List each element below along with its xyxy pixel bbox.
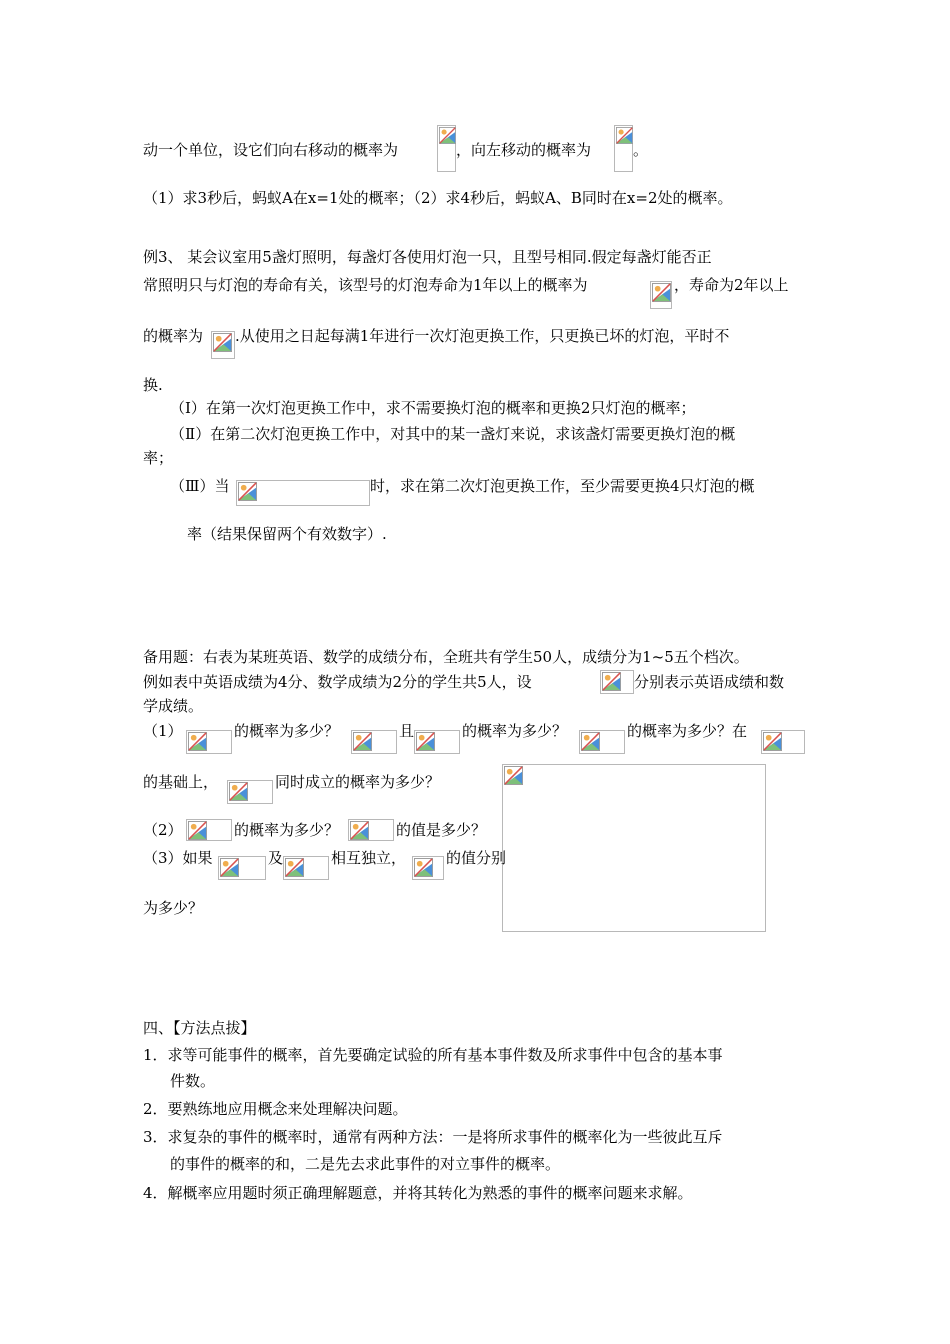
text-line: 的概率为多少？ [462,722,568,740]
text-line: 率（结果保留两个有效数字）. [187,525,387,543]
question-2: （Ⅱ）在第二次灯泡更换工作中，对其中的某一盏灯来说，求该盏灯需要更换灯泡的概 [170,425,736,443]
text-line: 且 [399,722,415,740]
method-item-1: 1．求等可能事件的概率，首先要确定试验的所有基本事件数及所求事件中包含的基本事 [143,1046,723,1064]
text-line: 的概率为多少？ [234,821,340,839]
formula-image-icon [186,819,232,841]
formula-image-icon [614,125,633,172]
formula-image-icon [600,670,634,694]
formula-image-icon [211,331,235,359]
text-line: （1） [143,722,183,740]
text-line: 的概率为多少？ [234,722,340,740]
text-line: 分别表示英语成绩和数 [634,673,785,691]
formula-image-icon [761,730,805,754]
text-line: 的事件的概率的和，二是先去求此事件的对立事件的概率。 [170,1155,561,1173]
section-4-heading: 四、【方法点拔】 [143,1019,256,1037]
formula-image-icon [236,480,370,506]
formula-image-icon [348,819,394,841]
example-3-title: 例3、 某会议室用5盏灯照明，每盏灯各使用灯泡一只，且型号相同.假定每盏灯能否正 [143,248,712,266]
backup-problem-title: 备用题：右表为某班英语、数学的成绩分布，全班共有学生50人，成绩分为1~5五个档次。 [143,648,749,666]
text-line: 的概率为 [143,327,204,345]
text-line: 为多少？ [143,899,204,917]
formula-image-icon [437,125,456,172]
text-line: （1）求3秒后，蚂蚁A在x=1处的概率；（2）求4秒后，蚂蚁A、B同时在x=2处的概率。 [143,189,733,207]
text-line: 同时成立的概率为多少？ [275,773,441,791]
text-line: 的基础上， [143,773,219,791]
formula-image-icon [351,730,397,754]
formula-image-icon [218,856,266,880]
formula-image-icon [227,780,273,804]
text-line: 常照明只与灯泡的寿命有关，该型号的灯泡寿命为1年以上的概率为 [143,276,588,294]
text-line: （3）如果 [143,849,213,867]
score-table-image-icon [502,764,766,932]
method-item-2: 2．要熟练地应用概念来处理解决问题。 [143,1100,408,1118]
formula-image-icon [412,856,444,880]
text-line: 件数。 [170,1072,216,1090]
text-line: 的概率为多少？在 [627,722,748,740]
text-line: ，寿命为2年以上 [674,276,789,294]
text-line: 的值是多少？ [396,821,487,839]
formula-image-icon [283,856,329,880]
method-item-4: 4．解概率应用题时须正确理解题意，并将其转化为熟悉的事件的概率问题来求解。 [143,1184,693,1202]
method-item-3: 3．求复杂的事件的概率时，通常有两种方法：一是将所求事件的概率化为一些彼此互斥 [143,1128,723,1146]
text-line: 相互独立， [331,849,407,867]
text-line: ，向左移动的概率为 [456,141,592,159]
formula-image-icon [579,730,625,754]
formula-image-icon [186,730,232,754]
formula-image-icon [414,730,460,754]
text-line: 及 [268,849,284,867]
text-line: 时，求在第二次灯泡更换工作，至少需要更换4只灯泡的概 [370,477,755,495]
text-line: 。 [633,141,649,159]
text-line: 的值分别 [446,849,507,867]
text-line: 学成绩。 [143,697,204,715]
text-line: （2） [143,821,183,839]
formula-image-icon [650,281,672,309]
text-line: .从使用之日起每满1年进行一次灯泡更换工作，只更换已坏的灯泡，平时不 [235,327,730,345]
text-line: 例如表中英语成绩为4分、数学成绩为2分的学生共5人，设 [143,673,532,691]
text-line: 换. [143,376,163,394]
question-3: （Ⅲ）当 [170,477,230,495]
text-line: 动一个单位，设它们向右移动的概率为 [143,141,399,159]
text-line: 率； [143,449,174,467]
question-1: （Ⅰ）在第一次灯泡更换工作中，求不需要换灯泡的概率和更换2只灯泡的概率； [170,399,696,417]
